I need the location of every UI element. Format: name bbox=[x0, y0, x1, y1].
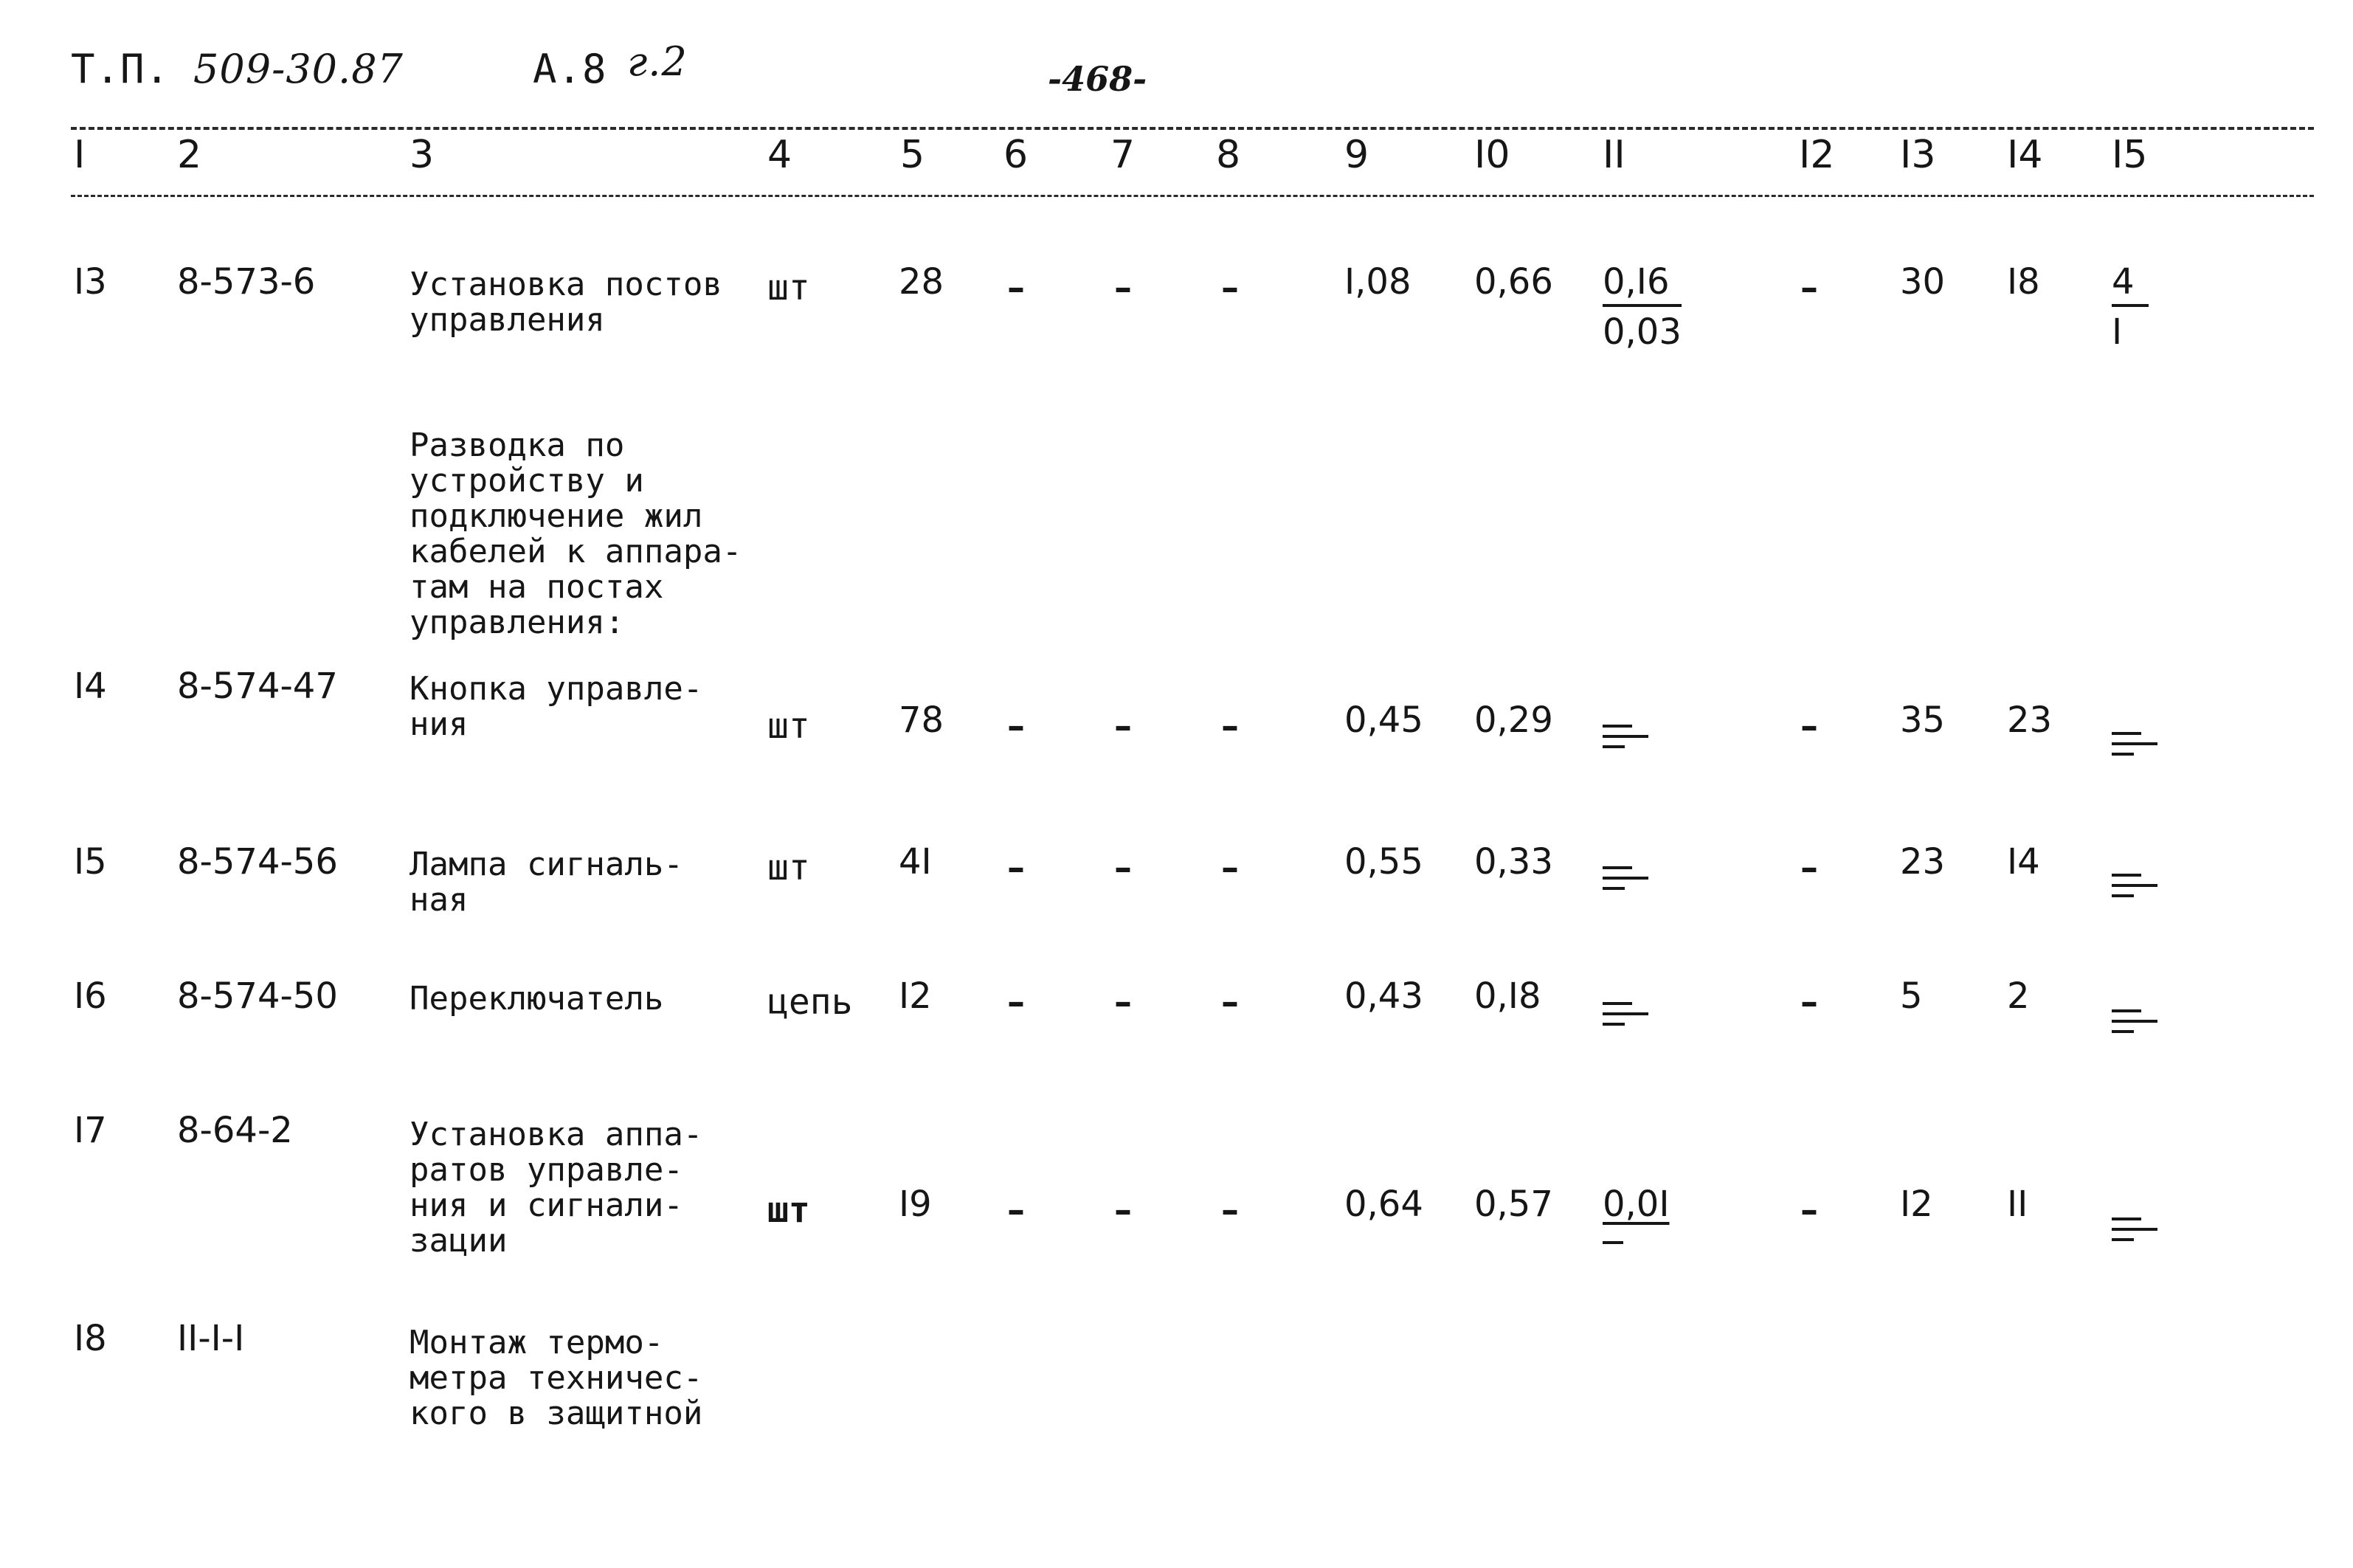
col6-value: – bbox=[1007, 267, 1025, 308]
norm-code: II-I-I bbox=[177, 1318, 245, 1359]
col15-ditto-mark bbox=[2112, 1008, 2157, 1035]
col-header-6: 6 bbox=[1003, 133, 1029, 177]
work-name: Монтаж термо- метра техничес- кого в защитной bbox=[410, 1324, 703, 1432]
col9-value: 0,64 bbox=[1344, 1184, 1423, 1225]
col8-value: – bbox=[1221, 267, 1239, 308]
col11-denominator: 0,03 bbox=[1603, 311, 1682, 353]
col14-value: 23 bbox=[2007, 700, 2053, 741]
col10-value: 0,33 bbox=[1474, 841, 1553, 883]
col15-denominator: I bbox=[2112, 311, 2123, 353]
col-header-9: 9 bbox=[1344, 133, 1369, 177]
col11-value: 0,0I bbox=[1603, 1184, 1670, 1225]
col11-ditto-mark bbox=[1603, 1240, 1625, 1247]
row-number: I3 bbox=[74, 261, 107, 303]
col-header-4: 4 bbox=[767, 133, 792, 177]
col8-value: – bbox=[1221, 1189, 1239, 1231]
col15-ditto-mark bbox=[2112, 872, 2157, 899]
col10-value: 0,66 bbox=[1474, 261, 1553, 303]
col14-value: 2 bbox=[2007, 975, 2030, 1017]
section-heading: Разводка по устройству и подключение жил кабелей к аппара- там на постах управления: bbox=[410, 426, 742, 641]
row-number: I5 bbox=[74, 841, 107, 883]
unit: шт bbox=[767, 847, 810, 888]
col7-value: – bbox=[1114, 705, 1132, 747]
col15-numerator: 4 bbox=[2112, 261, 2149, 307]
col15-fraction bbox=[2112, 261, 2149, 353]
col7-value: – bbox=[1114, 847, 1132, 888]
col7-value: – bbox=[1114, 981, 1132, 1023]
quantity: I9 bbox=[899, 1184, 932, 1225]
row-number: I6 bbox=[74, 975, 107, 1017]
col-header-2: 2 bbox=[177, 133, 202, 177]
col13-value: I2 bbox=[1900, 1184, 1933, 1225]
col15-ditto-mark bbox=[2112, 1216, 2157, 1243]
norm-code: 8-573-6 bbox=[177, 261, 316, 303]
col-header-13: I3 bbox=[1900, 133, 1936, 177]
quantity: 4I bbox=[899, 841, 932, 883]
norm-code: 8-574-47 bbox=[177, 666, 338, 707]
col9-value: 0,43 bbox=[1344, 975, 1423, 1017]
col-header-3: 3 bbox=[410, 133, 435, 177]
norm-code: 8-64-2 bbox=[177, 1110, 293, 1151]
header-doc-number: 509-30.87 bbox=[193, 46, 404, 92]
quantity: I2 bbox=[899, 975, 932, 1017]
work-name: Переключатель bbox=[410, 980, 664, 1018]
quantity: 78 bbox=[899, 700, 944, 741]
work-name: Кнопка управле- ния bbox=[410, 670, 703, 743]
col-header-15: I5 bbox=[2112, 133, 2148, 177]
work-name: Установка аппа- ратов управле- ния и сигнали- зации bbox=[410, 1116, 703, 1260]
col13-value: 5 bbox=[1900, 975, 1923, 1017]
col7-value: – bbox=[1114, 267, 1132, 308]
col11-numerator: 0,I6 bbox=[1603, 261, 1682, 307]
col8-value: – bbox=[1221, 847, 1239, 888]
col10-value: 0,29 bbox=[1474, 700, 1553, 741]
work-name: Лампа сигналь- ная bbox=[410, 846, 683, 919]
norm-code: 8-574-50 bbox=[177, 975, 338, 1017]
col8-value: – bbox=[1221, 981, 1239, 1023]
col-header-11: II bbox=[1603, 133, 1625, 177]
col-header-8: 8 bbox=[1216, 133, 1241, 177]
col12-value: – bbox=[1800, 981, 1818, 1023]
col12-value: – bbox=[1800, 267, 1818, 308]
col11-ditto-mark bbox=[1603, 1001, 1648, 1027]
col-header-10: I0 bbox=[1474, 133, 1510, 177]
unit: шт bbox=[767, 1189, 810, 1231]
col9-value: 0,55 bbox=[1344, 841, 1423, 883]
col13-value: 23 bbox=[1900, 841, 1946, 883]
col10-value: 0,57 bbox=[1474, 1184, 1553, 1225]
unit: шт bbox=[767, 267, 810, 308]
norm-code: 8-574-56 bbox=[177, 841, 338, 883]
col6-value: – bbox=[1007, 705, 1025, 747]
col-header-12: I2 bbox=[1799, 133, 1835, 177]
col-header-7: 7 bbox=[1110, 133, 1136, 177]
work-name: Установка постов управления bbox=[410, 266, 722, 339]
col12-value: – bbox=[1800, 847, 1818, 888]
col7-value: – bbox=[1114, 1189, 1132, 1231]
header-tp-label: Т.П. bbox=[71, 46, 170, 92]
page-number: -468- bbox=[1048, 59, 1147, 99]
table-top-rule bbox=[71, 127, 2314, 130]
row-number: I4 bbox=[74, 666, 107, 707]
col9-value: 0,45 bbox=[1344, 700, 1423, 741]
col13-value: 30 bbox=[1900, 261, 1946, 303]
col6-value: – bbox=[1007, 847, 1025, 888]
col13-value: 35 bbox=[1900, 700, 1946, 741]
col14-value: I4 bbox=[2007, 841, 2040, 883]
header-part: г.2 bbox=[627, 38, 688, 85]
unit: шт bbox=[767, 705, 810, 747]
col6-value: – bbox=[1007, 1189, 1025, 1231]
col12-value: – bbox=[1800, 705, 1818, 747]
table-header-rule bbox=[71, 195, 2314, 197]
col14-value: I8 bbox=[2007, 261, 2040, 303]
col8-value: – bbox=[1221, 705, 1239, 747]
header-album: А.8 bbox=[533, 46, 607, 92]
row-number: I7 bbox=[74, 1110, 107, 1151]
col-header-1: I bbox=[74, 133, 86, 177]
col14-value: II bbox=[2007, 1184, 2028, 1225]
col15-ditto-mark bbox=[2112, 731, 2157, 757]
col-header-5: 5 bbox=[900, 133, 925, 177]
col10-value: 0,I8 bbox=[1474, 975, 1541, 1017]
col-header-14: I4 bbox=[2007, 133, 2043, 177]
row-number: I8 bbox=[74, 1318, 107, 1359]
quantity: 28 bbox=[899, 261, 944, 303]
col6-value: – bbox=[1007, 981, 1025, 1023]
col11-ditto-mark bbox=[1603, 865, 1648, 891]
col12-value: – bbox=[1800, 1189, 1818, 1231]
col11-fraction bbox=[1603, 261, 1682, 353]
col9-value: I,08 bbox=[1344, 261, 1412, 303]
col11-ditto-mark bbox=[1603, 723, 1648, 750]
unit: цепь bbox=[767, 981, 853, 1023]
